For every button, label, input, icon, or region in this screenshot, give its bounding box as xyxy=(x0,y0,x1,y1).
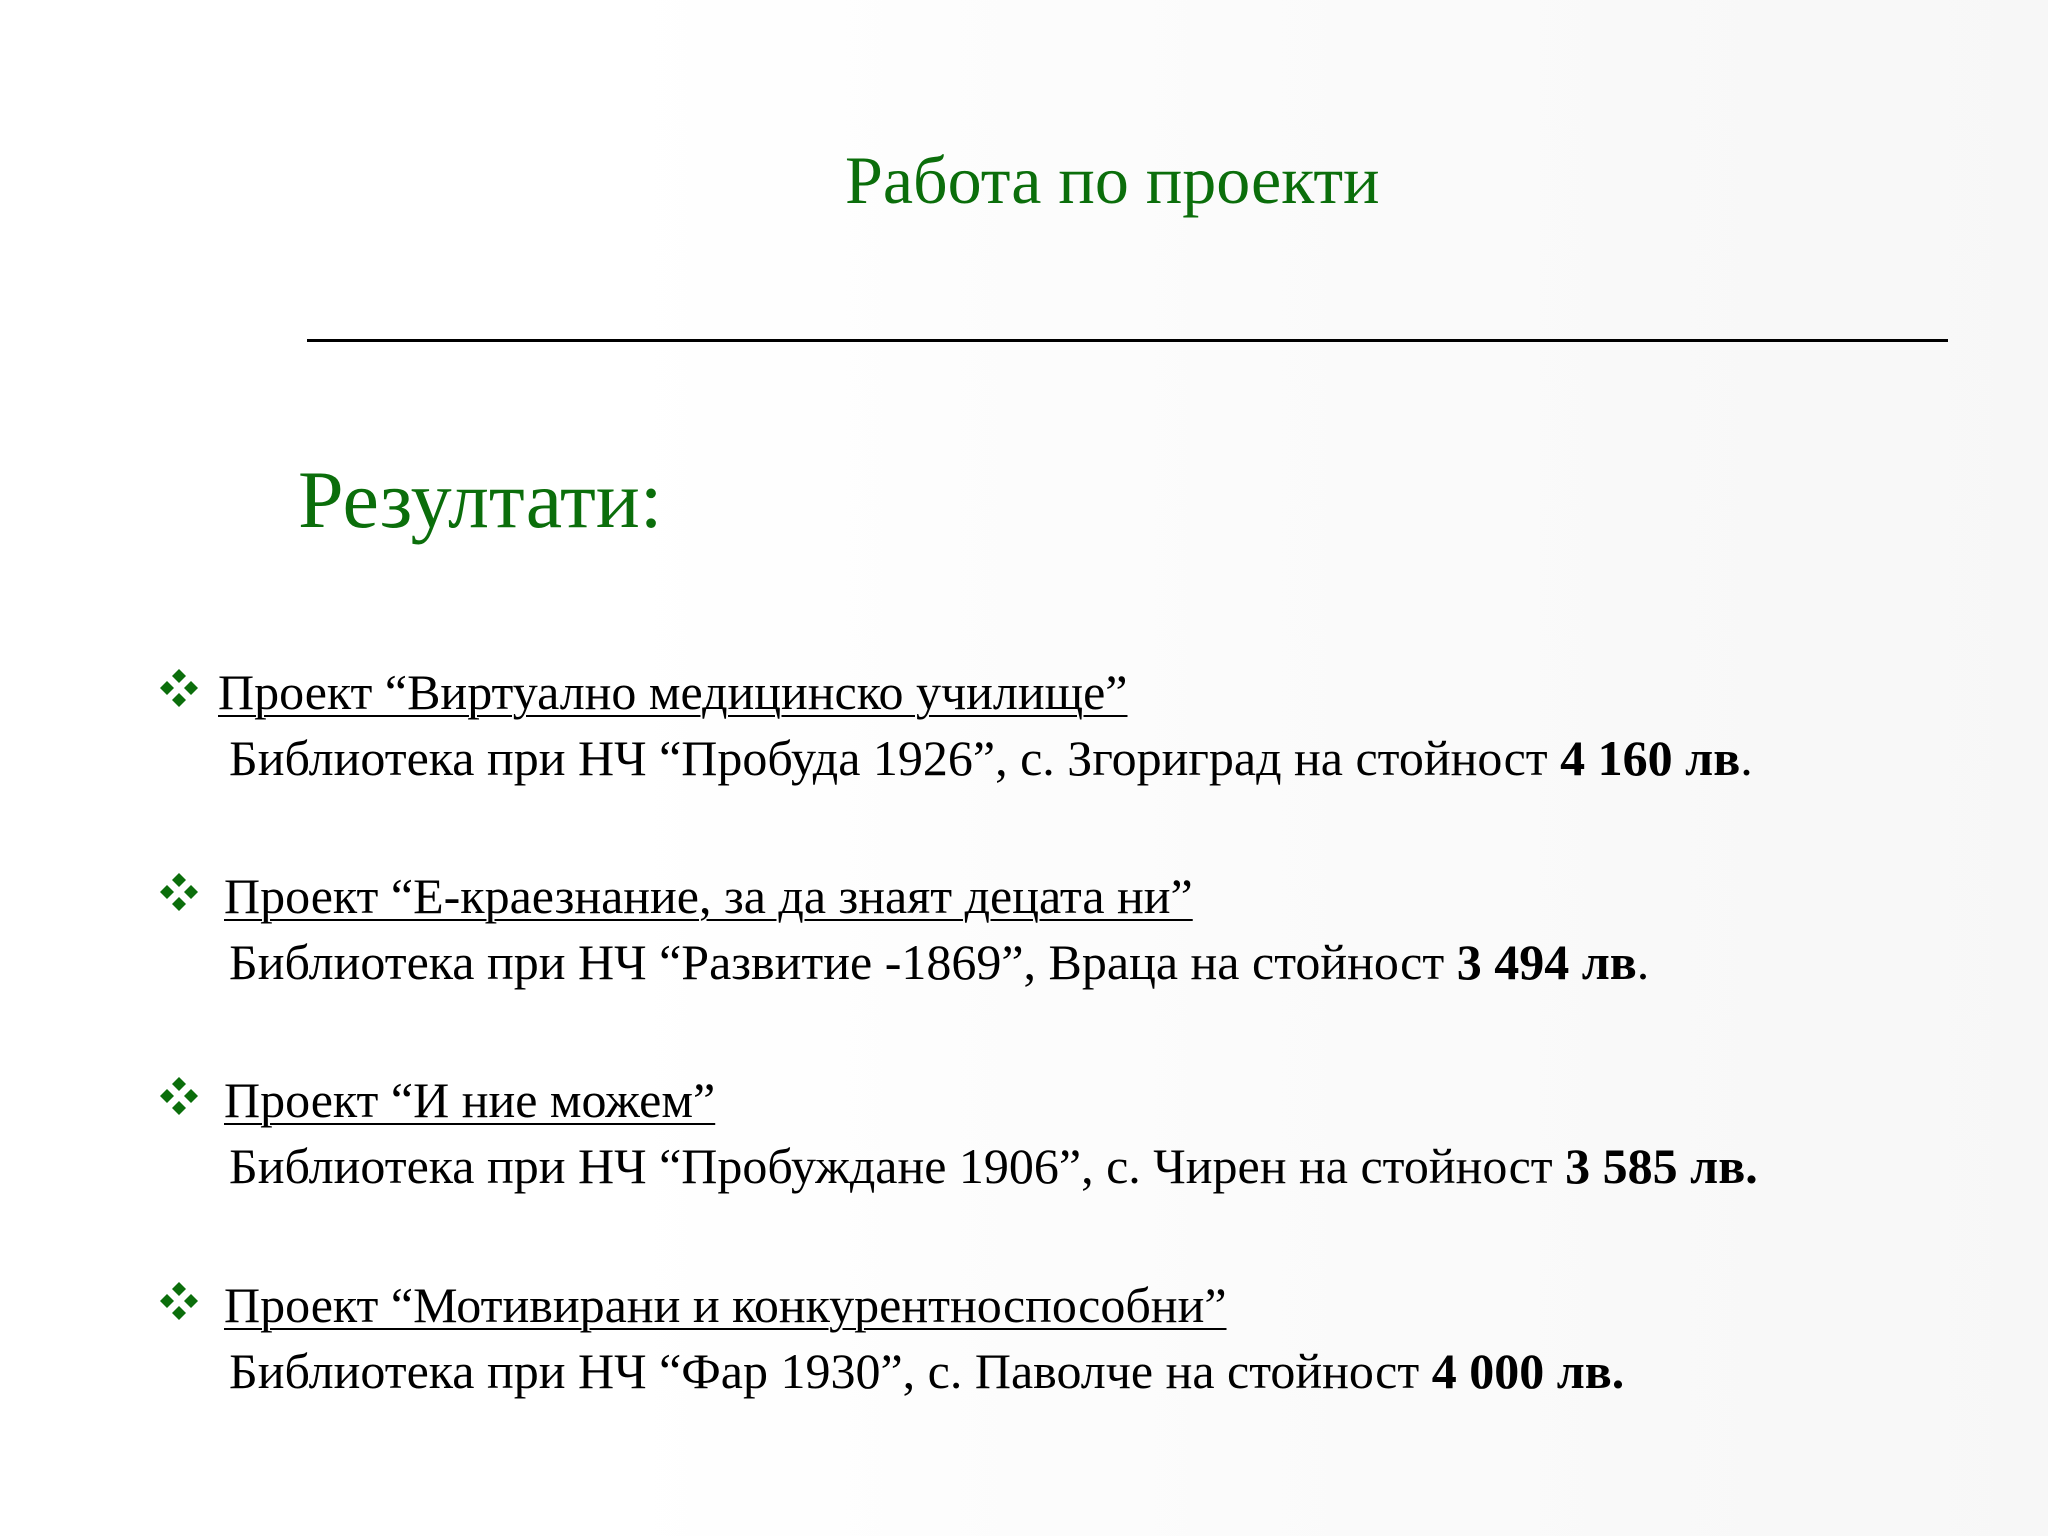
project-title: Проект “Мотивирани и конкурентноспособни” xyxy=(224,1277,1227,1333)
project-heading xyxy=(158,1070,2018,1140)
project-amount: 3 585 лв. xyxy=(1565,1138,1758,1194)
project-amount: 4 160 лв xyxy=(1560,730,1741,786)
project-library: Библиотека при НЧ “Фар 1930”, с. Паволче на стойност xyxy=(229,1343,1432,1399)
project-library: Библиотека при НЧ “Пробуда 1926”, с. Згориград на стойност xyxy=(229,730,1561,786)
project-heading xyxy=(158,866,2018,936)
project-detail-suffix: . xyxy=(1636,934,1650,990)
four-diamond-bullet-icon xyxy=(158,667,200,709)
project-amount: 3 494 лв xyxy=(1456,934,1637,990)
project-detail xyxy=(229,932,1649,992)
project-item xyxy=(158,1070,2018,1194)
project-heading xyxy=(158,1275,2018,1345)
project-detail xyxy=(229,1341,1624,1401)
project-detail xyxy=(229,728,1753,788)
project-detail-suffix: . xyxy=(1740,730,1753,786)
slide-title: Работа по проекти xyxy=(845,142,1380,218)
project-amount: 4 000 лв. xyxy=(1431,1343,1625,1399)
project-title: Проект “Е-краезнание, за да знаят децата ни” xyxy=(224,868,1193,924)
project-item xyxy=(158,662,2018,786)
four-diamond-bullet-icon xyxy=(158,1075,200,1117)
project-title: Проект “И ние можем” xyxy=(224,1072,716,1128)
project-library: Библиотека при НЧ “Пробуждане 1906”, с. Чирен на стойност xyxy=(229,1138,1566,1194)
project-heading xyxy=(158,662,2018,732)
project-library: Библиотека при НЧ “Развитие -1869”, Враца на стойност xyxy=(229,934,1457,990)
results-heading: Резултати: xyxy=(298,454,663,545)
four-diamond-bullet-icon xyxy=(158,1280,200,1322)
four-diamond-bullet-icon xyxy=(158,871,200,913)
project-item xyxy=(158,1275,2018,1399)
project-item xyxy=(158,866,2018,990)
project-detail xyxy=(229,1136,1758,1196)
project-title: Проект “Виртуално медицинско училище” xyxy=(218,664,1128,720)
title-divider xyxy=(307,339,1948,342)
